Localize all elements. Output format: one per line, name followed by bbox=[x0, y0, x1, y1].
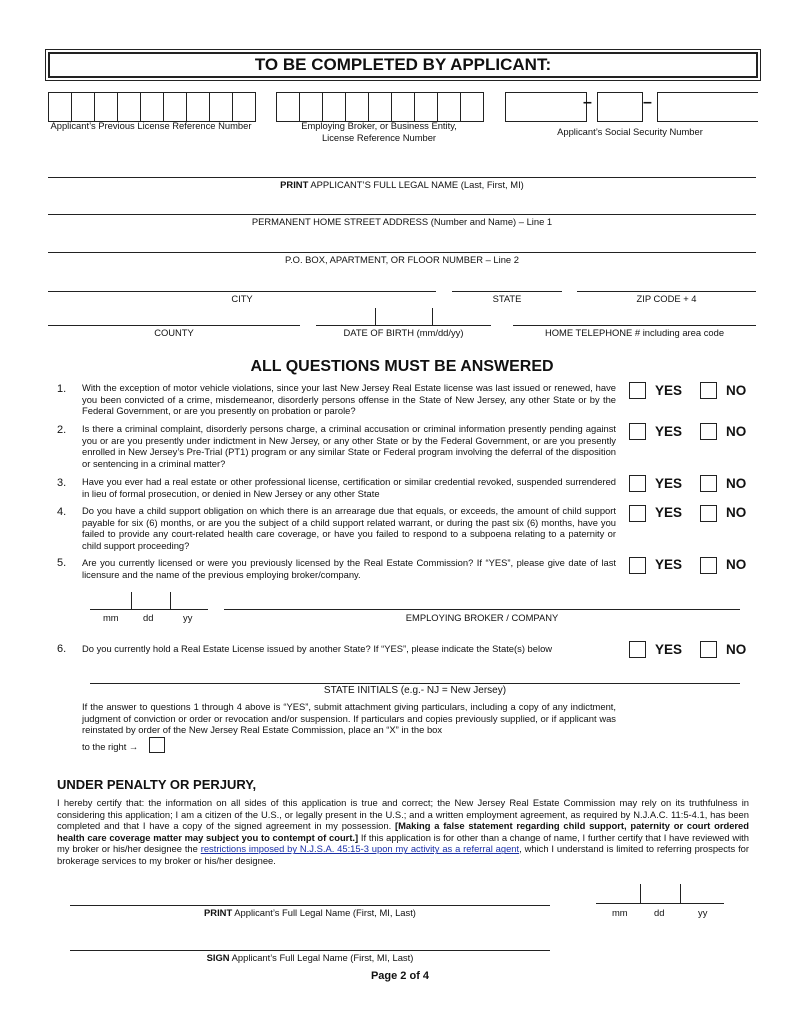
broker-ref-label: Employing Broker, or Business Entity, License Reference Number bbox=[301, 120, 457, 143]
zip-label: ZIP CODE + 4 bbox=[636, 293, 697, 304]
city-label: CITY bbox=[231, 293, 253, 304]
question-number: 6. bbox=[57, 643, 67, 655]
date-divider bbox=[680, 884, 681, 903]
attachment-note-end: to the right → bbox=[82, 741, 139, 752]
address-line1-input[interactable] bbox=[48, 214, 756, 215]
phone-label: HOME TELEPHONE # including area code bbox=[544, 327, 725, 338]
section-title: TO BE COMPLETED BY APPLICANT: bbox=[48, 52, 758, 78]
print-name-input[interactable] bbox=[70, 905, 550, 906]
state-initials-input[interactable] bbox=[90, 683, 740, 684]
city-input[interactable] bbox=[48, 291, 436, 292]
mm-label: mm bbox=[103, 612, 119, 623]
full-name-label: PRINT APPLICANT’S FULL LEGAL NAME (Last, First, MI) bbox=[280, 179, 524, 190]
yes-label: YES bbox=[655, 476, 683, 491]
print-name-label: PRINT Applicant’s Full Legal Name (First, MI, Last) bbox=[204, 907, 416, 918]
no-label: NO bbox=[726, 476, 747, 491]
ssn-part3-input[interactable] bbox=[657, 92, 758, 122]
signature-input[interactable] bbox=[70, 950, 550, 951]
yy-label: yy bbox=[698, 907, 708, 918]
ssn-dash-2: – bbox=[643, 94, 652, 111]
no-label: NO bbox=[726, 383, 747, 398]
date-divider bbox=[640, 884, 641, 903]
page-number: Page 2 of 4 bbox=[370, 970, 430, 982]
yy-label: yy bbox=[183, 612, 193, 623]
q1-no-checkbox[interactable] bbox=[700, 382, 717, 399]
q3-no-checkbox[interactable] bbox=[700, 475, 717, 492]
q4-yes-checkbox[interactable] bbox=[629, 505, 646, 522]
q3-yes-checkbox[interactable] bbox=[629, 475, 646, 492]
question-2-text: Is there a criminal complaint, disorderly persons charge, a criminal accusation or criminal information presently pending against you or are you presently under indictment in New Jersey, or any other State or by the Federal Government, or are you presently enrolled in New Jersey’s Pre-Trial (PT1) program or any similar State or Federal program involving the deferral of the disposition or sentencing in a criminal matter? bbox=[82, 423, 616, 469]
dob-input[interactable] bbox=[316, 325, 491, 326]
employing-broker-label: EMPLOYING BROKER / COMPANY bbox=[405, 612, 559, 623]
q6-yes-checkbox[interactable] bbox=[629, 641, 646, 658]
date-divider bbox=[131, 592, 132, 609]
prev-license-number-input[interactable] bbox=[48, 92, 256, 122]
q2-yes-checkbox[interactable] bbox=[629, 423, 646, 440]
yes-label: YES bbox=[655, 642, 683, 657]
question-4-text: Do you have a child support obligation on which there is an arrearage due that equals, or exceeds, the amount of child support payable for six (6) months, or are you the subject of a child support related warrant, or during the past six (6) months, have you failed to provide any court-related health care coverage, or have you failed to respond to a subpoena relating to a paternity or child support proceeding? bbox=[82, 505, 616, 551]
q1-yes-checkbox[interactable] bbox=[629, 382, 646, 399]
question-number: 3. bbox=[57, 477, 67, 489]
no-label: NO bbox=[726, 505, 747, 520]
question-6-text: Do you currently hold a Real Estate License issued by another State? If “YES”, please indicate the State(s) below bbox=[82, 643, 553, 654]
reinstated-checkbox[interactable] bbox=[149, 737, 165, 753]
state-initials-label: STATE INITIALS (e.g.- NJ = New Jersey) bbox=[323, 685, 507, 696]
question-number: 5. bbox=[57, 557, 67, 569]
yes-label: YES bbox=[655, 505, 683, 520]
full-name-input[interactable] bbox=[48, 177, 756, 178]
no-label: NO bbox=[726, 642, 747, 657]
employing-broker-input[interactable] bbox=[224, 609, 740, 610]
penalty-heading: UNDER PENALTY OR PERJURY, bbox=[57, 777, 257, 792]
address-line1-label: PERMANENT HOME STREET ADDRESS (Number and Name) – Line 1 bbox=[251, 216, 553, 227]
restrictions-link[interactable]: restrictions imposed by N.J.S.A. 45:15-3 upon my activity as a referral agent bbox=[200, 843, 520, 855]
address-line2-label: P.O. BOX, APARTMENT, OR FLOOR NUMBER – Line 2 bbox=[285, 254, 519, 265]
attachment-note: If the answer to questions 1 through 4 above is “YES”, submit attachment giving particulars, including a copy of any indictment, judgment of conviction or order or revocation and/or suspension. If particulars and copies previously supplied, or if applicant was reinstated by order of the New Jersey Real Estate Commission, place an “X” in the box bbox=[82, 701, 616, 736]
q5-yes-checkbox[interactable] bbox=[629, 557, 646, 574]
prev-license-label: Applicant’s Previous License Reference Number bbox=[50, 120, 252, 131]
dob-divider bbox=[432, 308, 433, 325]
question-number: 2. bbox=[57, 424, 67, 436]
question-1-text: With the exception of motor vehicle violations, since your last New Jersey Real Estate license was last issued or renewed, have you been convicted of a crime, misdemeanor, disorderly persons offense in the State of New Jersey, any other State or by the Federal Government, or are you presently on probation or parole? bbox=[82, 382, 616, 417]
mm-label: mm bbox=[612, 907, 628, 918]
ssn-part2-input[interactable] bbox=[597, 92, 643, 122]
q5-no-checkbox[interactable] bbox=[700, 557, 717, 574]
ssn-label: Applicant’s Social Security Number bbox=[557, 126, 703, 137]
question-3-text: Have you ever had a real estate or other professional license, certification or similar credential revoked, suspended surrendered in lieu of formal prosecution, or denied in New Jersey or any other State bbox=[82, 476, 616, 499]
phone-input[interactable] bbox=[513, 325, 756, 326]
dob-divider bbox=[375, 308, 376, 325]
county-input[interactable] bbox=[48, 325, 300, 326]
state-label: STATE bbox=[492, 293, 522, 304]
zip-input[interactable] bbox=[577, 291, 756, 292]
no-label: NO bbox=[726, 557, 747, 572]
yes-label: YES bbox=[655, 557, 683, 572]
county-label: COUNTY bbox=[154, 327, 194, 338]
dd-label: dd bbox=[143, 612, 154, 623]
q6-no-checkbox[interactable] bbox=[700, 641, 717, 658]
questions-heading: ALL QUESTIONS MUST BE ANSWERED bbox=[250, 358, 554, 375]
q2-no-checkbox[interactable] bbox=[700, 423, 717, 440]
broker-license-number-input[interactable] bbox=[276, 92, 484, 122]
date-divider bbox=[170, 592, 171, 609]
address-line2-input[interactable] bbox=[48, 252, 756, 253]
q5-date-input[interactable] bbox=[90, 609, 208, 610]
question-number: 4. bbox=[57, 506, 67, 518]
dd-label: dd bbox=[654, 907, 665, 918]
yes-label: YES bbox=[655, 383, 683, 398]
signature-date-input[interactable] bbox=[596, 903, 724, 904]
yes-label: YES bbox=[655, 424, 683, 439]
q4-no-checkbox[interactable] bbox=[700, 505, 717, 522]
ssn-part1-input[interactable] bbox=[505, 92, 587, 122]
question-number: 1. bbox=[57, 383, 67, 395]
no-label: NO bbox=[726, 424, 747, 439]
penalty-text: I hereby certify that: the information on all sides of this application is true and correct; the New Jersey Real Estate Commission may rely on its truthfulness in considering this application; I am a citizen of the U.S., or legally present in the U.S.; and a written employment agreement, as required by N.J.A.C. 11:5-4.1, has been completed and that I have a copy of the signed agreement in my possession. [Making a false statement regarding child support, paternity or court ordered health care coverage matter may subject you to contempt of court.] If this application is for other than a change of name, I further certify that I have reviewed with my broker or his/her designee the restrictions imposed by N.J.S.A. 45:15-3 upon my activity as a referral agent, which I understand is limited to referring prospects for brokerage services to my broker or his/her designee. bbox=[57, 797, 750, 866]
ssn-dash-1: – bbox=[583, 94, 592, 111]
sign-label: SIGN Applicant’s Full Legal Name (First, MI, Last) bbox=[206, 952, 414, 963]
state-input[interactable] bbox=[452, 291, 562, 292]
question-5-text: Are you currently licensed or were you previously licensed by the Real Estate Commission? If “YES”, please give date of last licensure and the name of the previous employing broker/company. bbox=[82, 557, 616, 580]
dob-label: DATE OF BIRTH (mm/dd/yy) bbox=[343, 327, 464, 338]
